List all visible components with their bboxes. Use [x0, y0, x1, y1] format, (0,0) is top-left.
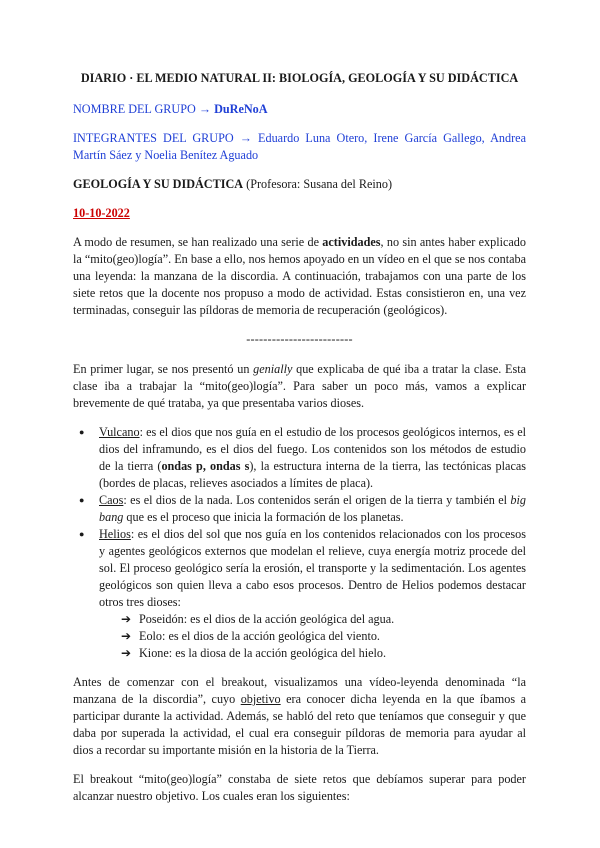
- gods-list: [73, 424, 526, 662]
- arrow-icon: ➔: [121, 612, 132, 626]
- breakout1-text-a: Antes de comenzar con el breakout, visualizamos una vídeo-leyenda denominada “la manzana de la discordia”, cuyo: [73, 675, 526, 706]
- breakout1-text-c: era conocer dicha leyenda en la que íbamos a participar durante la actividad. Además, se habló del reto que teníamos que conseguir y que daba por superada la actividad, el cual era conseguir píldoras de memoria para ayudar al dios a recordar su importante misión en la historia de la Tierra.: [73, 692, 526, 757]
- sub-list-item: [121, 628, 526, 645]
- god-name-caos: Caos: [99, 493, 124, 507]
- arrow-icon: ➔: [121, 629, 132, 643]
- helios-text-a: : es el dios del sol que nos guía en los contenidos relacionados con los procesos y agentes geológicos externos que modelan el relieve, cuya energía motriz procede del sol. El proceso geológico sería la erosión, el transporte y la sedimentación. Los agentes geológicos son quien lleva a cabo esos procesos. Dentro de Helios podemos destacar otros tres dioses:: [99, 527, 526, 609]
- genially-text-c: que explicaba de qué iba a tratar la clase. Esta clase iba a trabajar la “mito(geo)logía”. Para saber un poco más, vamos a explicar brevemente de qué trataba, ya que presentaba varios dioses.: [73, 362, 527, 410]
- intro-paragraph: [73, 234, 526, 319]
- intro-text-c: , no sin antes haber explicado la “mito(geo)logía”. En base a ello, nos hemos apoyado en un vídeo en el que se nos contaba una leyenda: la manzana de la discordia. A continuación, trabajamos con una parte de los siete retos que la docente nos propuso a modo de actividad. Estas consistieron en, una vez terminadas, conseguir las píldoras de memoria de recuperación (geológicos).: [73, 235, 526, 317]
- breakout1-text-underlined: objetivo: [240, 692, 281, 706]
- genially-text-italic: genially: [253, 362, 293, 376]
- arrow-icon: ➔: [121, 646, 132, 660]
- caos-term-big-bang: big bang: [99, 493, 526, 524]
- vulcano-term-sep: ,: [202, 459, 210, 473]
- genially-paragraph: [73, 361, 526, 412]
- caos-text-c: que es el proceso que inicia la formación de los planetas.: [123, 510, 404, 524]
- subject-line: [73, 176, 526, 193]
- god-name-helios: Helios: [99, 527, 131, 541]
- group-line: [73, 101, 526, 118]
- subject-name: GEOLOGÍA Y SU DIDÁCTICA: [73, 177, 244, 191]
- breakout-paragraph-1: [73, 674, 526, 759]
- session-date: 10-10-2022: [73, 206, 130, 220]
- vulcano-text-a: : es el dios que nos guía en el estudio de los procesos geológicos internos, es el dios del inframundo, es el dios del fuego. Los contenidos son los métodos de estudio de la tierra (: [99, 425, 526, 473]
- vulcano-text-e: ), la estructura interna de la tierra, las tectónicas placas (bordes de placas, relieves asociados a límites de placa).: [99, 459, 527, 490]
- document-body: [73, 70, 526, 817]
- list-item-caos: [99, 492, 526, 526]
- teacher-name: (Profesora: Susana del Reino): [243, 177, 393, 191]
- members-line: INTEGRANTES DEL GRUPO → Eduardo Luna Otero, Irene García Gallego, Andrea Martín Sáez y Noelia Benítez Aguado: [73, 131, 526, 162]
- helios-sub-list: [99, 611, 526, 662]
- group-name: DuReNoA: [214, 102, 268, 116]
- list-item-vulcano: [99, 424, 526, 492]
- breakout-paragraph-2: El breakout “mito(geo)logía” constaba de siete retos que debíamos superar para poder alcanzar nuestro objetivo. Los cuales eran los siguientes:: [73, 772, 526, 803]
- caos-text-a: : es el dios de la nada. Los contenidos serán el origen de la tierra y también el: [123, 493, 511, 507]
- genially-text-a: En primer lugar, se nos presentó un: [73, 362, 254, 376]
- vulcano-term-ondas-p: ondas p: [161, 459, 203, 473]
- separator-line: -------------------------: [246, 332, 353, 346]
- sub-item-kione: Kione: es la diosa de la acción geológica del hielo.: [139, 646, 387, 660]
- god-name-vulcano: Vulcano: [99, 425, 140, 439]
- intro-text-a: A modo de resumen, se han realizado una serie de: [73, 235, 323, 249]
- sub-list-item: [121, 645, 526, 662]
- sub-item-eolo: Eolo: es el dios de la acción geológica del viento.: [139, 629, 380, 643]
- intro-text-bold: actividades: [322, 235, 381, 249]
- group-label: NOMBRE DEL GRUPO →: [73, 102, 215, 116]
- document-title: DIARIO · EL MEDIO NATURAL II: BIOLOGÍA, GEOLOGÍA Y SU DIDÁCTICA: [80, 71, 519, 85]
- sub-item-poseidon: Poseidón: es el dios de la acción geológica del agua.: [139, 612, 395, 626]
- vulcano-term-ondas-s: ondas s: [210, 459, 250, 473]
- session-date-line: [73, 205, 526, 222]
- sub-list-item: [121, 611, 526, 628]
- list-item-helios: [99, 526, 526, 662]
